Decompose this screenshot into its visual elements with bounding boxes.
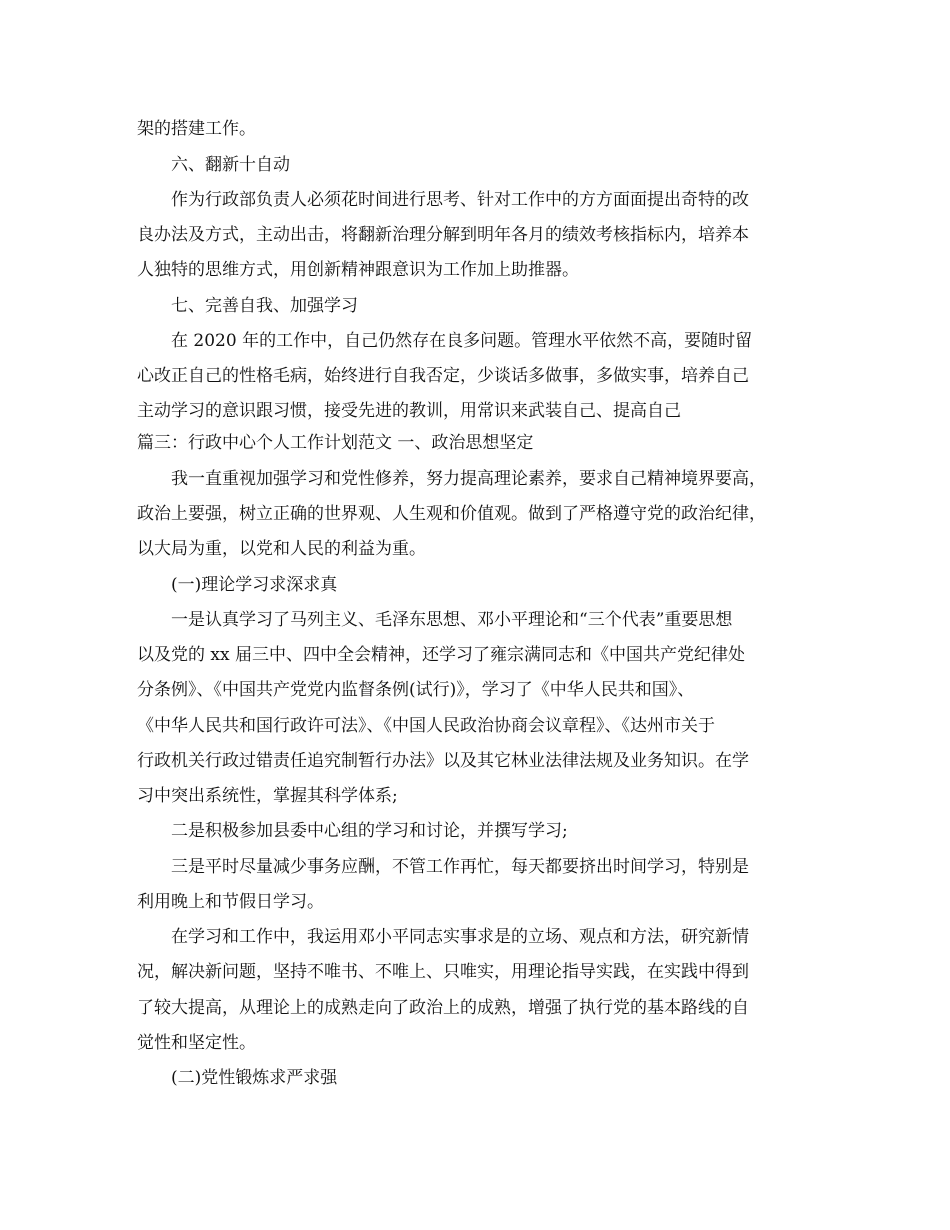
body-text-line: 心改正自己的性格毛病，始终进行自我否定，少谈话多做事，多做实事，培养自己 [137, 366, 749, 386]
body-text-line: 行政机关行政过错责任追究制暂行办法》以及其它林业法律法规及业务知识。在学 [137, 751, 749, 771]
body-text-line: 了较大提高，从理论上的成熟走向了政治上的成熟，增强了执行党的基本路线的自 [137, 998, 749, 1018]
body-text-line: 作为行政部负责人必须花时间进行思考、针对工作中的方方面面提出奇特的改 [171, 190, 749, 210]
subsection-heading: (一)理论学习求深求真 [171, 575, 338, 595]
body-text-line: 觉性和坚定性。 [137, 1033, 256, 1053]
section-heading: 六、翻新十自动 [171, 155, 290, 175]
article-title: 篇三：行政中心个人工作计划范文 一、政治思想坚定 [137, 433, 534, 453]
body-text-line: 一是认真学习了马列主义、毛泽东思想、邓小平理论和“三个代表”重要思想 [171, 610, 733, 630]
body-text-line: 况，解决新问题，坚持不唯书、不唯上、只唯实，用理论指导实践，在实践中得到 [137, 962, 749, 982]
body-text-line: 在学习和工作中，我运用邓小平同志实事求是的立场、观点和方法，研究新情 [171, 927, 749, 947]
body-text-line: 利用晚上和节假日学习。 [137, 892, 324, 912]
body-text-line: 架的搭建工作。 [137, 119, 256, 139]
body-text-line: 我一直重视加强学习和党性修养，努力提高理论素养，要求自己精神境界要高， [171, 469, 766, 489]
body-text-line: 分条例》、《中国共产党党内监督条例(试行)》，学习了《中华人民共和国》、 [137, 680, 695, 700]
body-text-line: 习中突出系统性，掌握其科学体系; [137, 786, 398, 806]
body-text-line: 以大局为重，以党和人民的利益为重。 [137, 539, 426, 559]
body-text-line: 良办法及方式，主动出击，将翻新治理分解到明年各月的绩效考核指标内，培养本 [137, 225, 749, 245]
body-text-line: 在 2020 年的工作中，自己仍然存在良多问题。管理水平依然不高，要随时留 [171, 331, 753, 351]
section-heading: 七、完善自我、加强学习 [171, 296, 358, 316]
body-text-line: 以及党的 xx 届三中、四中全会精神，还学习了雍宗满同志和《中国共产党纪律处 [137, 645, 745, 665]
body-text-line: 三是平时尽量减少事务应酬，不管工作再忙，每天都要挤出时间学习，特别是 [171, 857, 749, 877]
body-text-line: 主动学习的意识跟习惯，接受先进的教训，用常识来武装自己、提高自己 [137, 401, 681, 421]
body-text-line: 《中华人民共和国行政许可法》、《中国人民政治协商会议章程》、《达州市关于 [137, 716, 715, 736]
body-text-line: 政治上要强，树立正确的世界观、人生观和价值观。做到了严格遵守党的政治纪律， [137, 504, 766, 524]
subsection-heading: (二)党性锻炼求严求强 [171, 1068, 338, 1088]
body-text-line: 人独特的思维方式，用创新精神跟意识为工作加上助推器。 [137, 260, 579, 280]
body-text-line: 二是积极参加县委中心组的学习和讨论，并撰写学习; [171, 821, 568, 841]
